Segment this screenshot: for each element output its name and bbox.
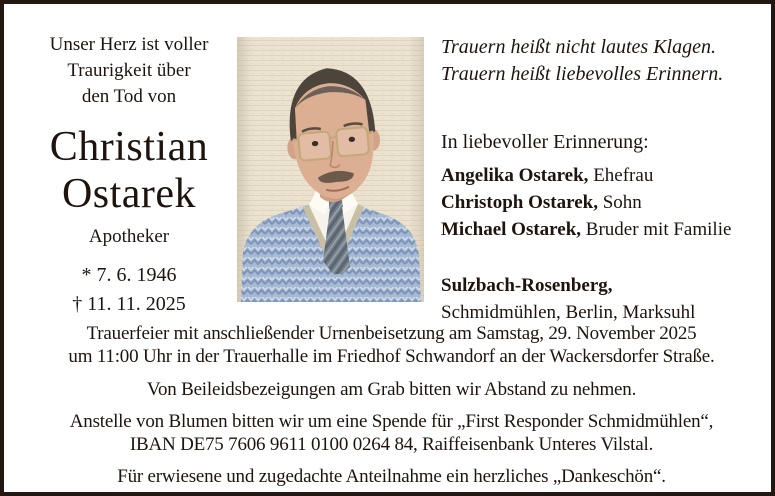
left-column — [28, 32, 230, 319]
birth-date: * 7. 6. 1946 — [81, 264, 177, 286]
thanks-note: Für erwiesene und zugedachte Anteilnahme ein herzliches „Dankeschön“. — [117, 466, 666, 487]
funeral-details-line: Trauerfeier mit anschließender Urnenbeisetzung am Samstag, 29. November 2025 — [86, 323, 697, 344]
funeral-details-line: um 11:00 Uhr in der Trauerhalle im Friedhof Schwandorf an der Wackersdorfer Straße. — [68, 346, 715, 367]
intro-text-line: Unser Herz ist voller — [49, 34, 209, 55]
mourner-name: Angelika Ostarek, — [441, 165, 589, 186]
donation-note-line: Anstelle von Blumen bitten wir um eine Spende für „First Responder Schmidmühlen“, — [69, 411, 714, 432]
mourner-relation: Ehefrau — [588, 165, 654, 186]
place-primary: Sulzbach-Rosenberg, — [441, 275, 613, 296]
funeral-details-block — [19, 322, 764, 488]
mourner-name: Christoph Ostarek, — [441, 192, 598, 213]
mourner-relation: Sohn — [597, 192, 642, 213]
donation-note-line: IBAN DE75 7606 9611 0100 0264 84, Raiffeisenbank Unteres Vilstal. — [129, 434, 654, 455]
mourner-item — [441, 162, 761, 189]
deceased-last-name: Ostarek — [61, 171, 197, 217]
portrait-photo-image — [237, 37, 424, 302]
donation-note — [19, 410, 764, 456]
remembrance-heading: In liebevoller Erinnerung: — [441, 131, 649, 153]
mourning-quote-line: Trauern heißt nicht lautes Klagen. — [441, 36, 716, 58]
intro-text-line: Traurigkeit über — [67, 60, 191, 81]
death-date: † 11. 11. 2025 — [72, 293, 186, 315]
mourning-quote-line: Trauern heißt liebevolles Erinnern. — [441, 63, 724, 85]
portrait-photo — [237, 37, 424, 302]
place-secondary: Schmidmühlen, Berlin, Marksuhl — [441, 302, 696, 323]
life-dates — [28, 261, 230, 319]
mourner-relation: Bruder mit Familie — [581, 219, 732, 240]
mourner-item — [441, 189, 761, 216]
deceased-first-name: Christian — [49, 124, 209, 170]
funeral-details — [19, 322, 764, 368]
mourner-name: Michael Ostarek, — [441, 219, 582, 240]
intro-text-line: den Tod von — [81, 86, 177, 107]
places-block — [441, 272, 761, 326]
mourner-list — [441, 162, 761, 243]
right-column — [441, 34, 761, 326]
condolence-note: Von Beileidsbezeigungen am Grab bitten wir Abstand zu nehmen. — [146, 379, 637, 400]
profession: Apotheker — [88, 226, 170, 247]
mourner-item — [441, 216, 761, 243]
deceased-name — [28, 124, 230, 218]
